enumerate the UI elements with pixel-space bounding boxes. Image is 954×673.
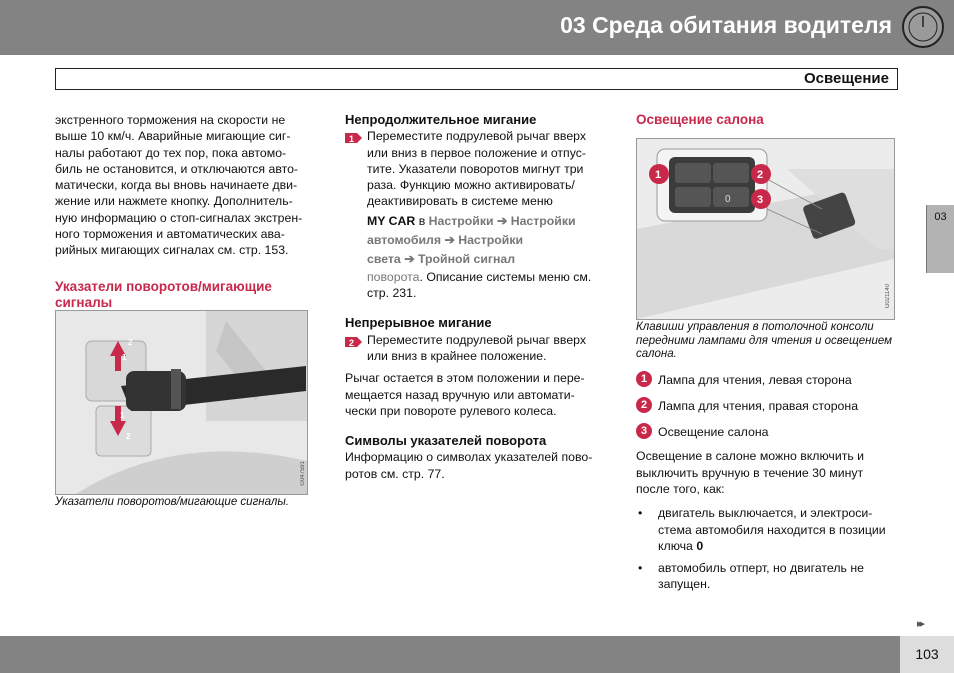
section-bar (55, 68, 898, 90)
legend-item: 2 Лампа для чтения, правая сторона (636, 398, 904, 414)
svg-text:1: 1 (120, 411, 125, 420)
interior-lighting-heading: Освещение салона (636, 112, 764, 127)
short-flash-step: 1 Переместите подрулевой рычаг вверх или вниз в первое положение и отпус- тите. Указатели поворотов мигнут три раза. Функцию можно активировать/ деактивировать в системе меню MY CAR в Настройки ➔ Настройки автомобиля ➔ Настройки света ➔ Тройной сигнал поворота. Описание системы меню см. стр. 231. (345, 128, 610, 301)
intro-paragraph: экстренного торможения на скорости не выше 10 км/ч. Аварийные мигающие сиг- налы работают до тех пор, пока автомо- биль не остановится, и отключаются авто- матически, когда вы вновь начинаете дви- жение или нажмете кнопку. Дополнитель- ную информацию о стоп-сигналах экстрен- ного торможения и автоматических ава- рийных мигающих сигналах см. стр. 153. (55, 113, 303, 258)
turn-signals-heading: Указатели поворотов/мигающие сигналы (55, 278, 272, 310)
figure-code: G021140 (885, 284, 891, 309)
figure-caption: Указатели поворотов/мигающие сигналы. (55, 496, 289, 508)
page-footer (0, 636, 954, 673)
bullet-item: • двигатель выключается, и электроси- стема автомобиля находится в позиции ключа 0 (636, 505, 904, 554)
page-header (0, 0, 954, 55)
next-page-arrows[interactable]: ▸▸ (917, 618, 923, 630)
step-2-icon (345, 335, 363, 349)
svg-text:3: 3 (757, 194, 764, 206)
bullet-item: • автомобиль отперт, но двигатель не запущен. (636, 560, 904, 593)
continuous-flash-step: 2 Переместите подрулевой рычаг вверх или вниз в крайнее положение. (345, 332, 610, 365)
step-1-icon (345, 131, 363, 145)
speedometer-icon (902, 6, 944, 48)
column-right-lower (636, 321, 904, 593)
svg-text:1: 1 (122, 353, 127, 362)
symbols-heading: Символы указателей поворота (345, 433, 547, 449)
lever-paragraph: Рычаг остается в этом положении и пере- мещается назад вручную или автомати- чески при повороте рулевого колеса. (345, 371, 585, 418)
column-left (55, 112, 320, 311)
turn-signal-lever-figure (55, 310, 308, 495)
console-caption: Клавиши управления в потолочной консоли передними лампами для чтения и освещением салона. (636, 321, 893, 360)
short-flash-heading: Непродолжительное мигание (345, 112, 537, 127)
svg-text:2: 2 (126, 432, 131, 441)
svg-text:1: 1 (349, 134, 355, 145)
chapter-title: 03 Среда обитания водителя (560, 12, 892, 38)
column-right (636, 112, 901, 128)
svg-text:1: 1 (655, 169, 662, 181)
section-title: Освещение (804, 70, 889, 87)
chapter-tab[interactable]: 03 (926, 205, 954, 273)
svg-text:2: 2 (757, 169, 764, 181)
svg-text:2: 2 (128, 338, 133, 347)
legend-item: 1 Лампа для чтения, левая сторона (636, 372, 904, 388)
ceiling-console-figure (636, 138, 895, 320)
page-number: 103 (900, 636, 954, 673)
continuous-flash-heading: Непрерывное мигание (345, 315, 492, 331)
column-middle (345, 112, 610, 482)
legend-item: 3 Освещение салона (636, 424, 904, 440)
interior-body: Освещение в салоне можно включить и выключить вручную в течение 30 минут после того, как: (636, 449, 865, 496)
symbols-paragraph: Информацию о символах указателей пово- ротов см. стр. 77. (345, 450, 593, 481)
menu-path: MY CAR в Настройки ➔ Настройки автомобиля ➔ Настройки света ➔ Тройной сигнал (367, 213, 576, 266)
svg-text:2: 2 (349, 337, 355, 348)
svg-text:0: 0 (725, 194, 731, 205)
figure-code: G047591 (300, 461, 306, 486)
